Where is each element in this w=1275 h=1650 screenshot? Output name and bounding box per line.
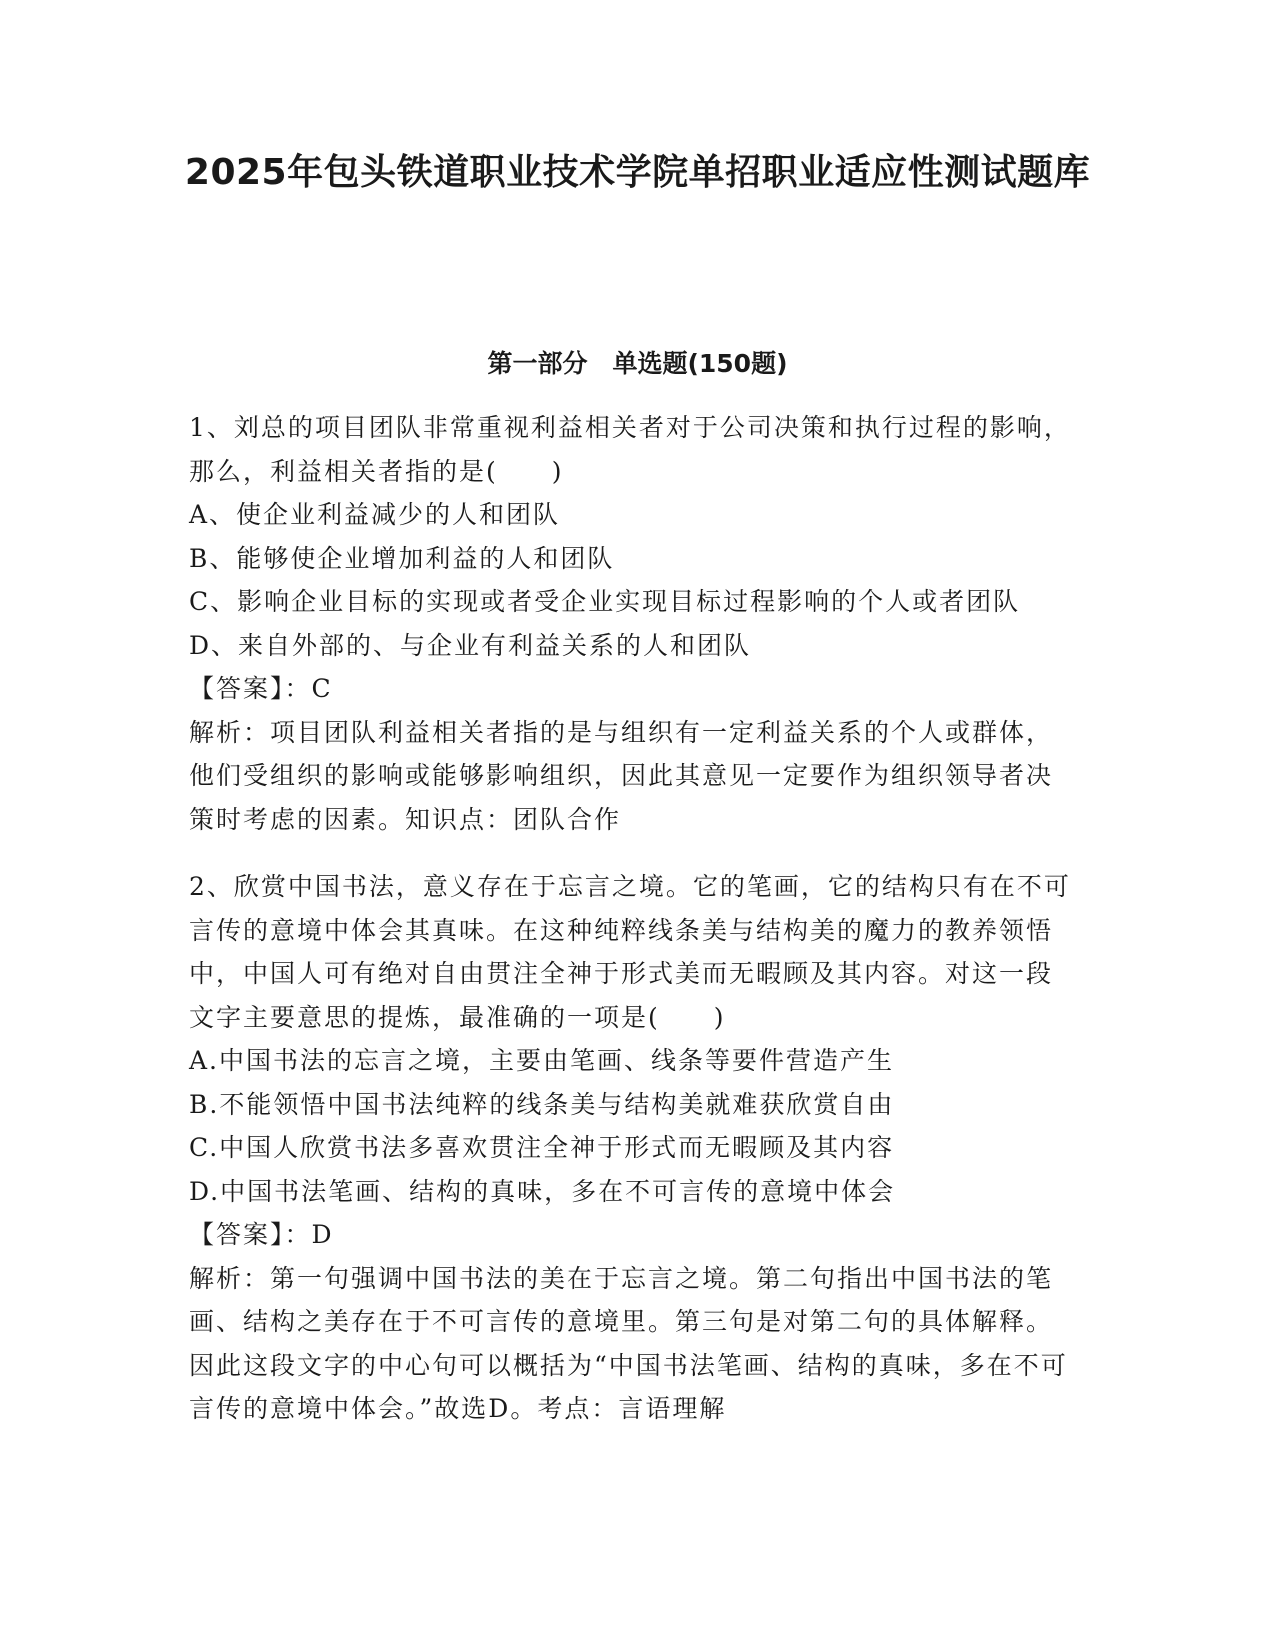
section-heading: 第一部分 单选题(150题)	[487, 349, 788, 378]
option-c: C.中国人欣赏书法多喜欢贯注全神于形式而无暇顾及其内容	[189, 1133, 895, 1162]
question-block-1	[189, 406, 1079, 841]
option-d: D、来自外部的、与企业有利益关系的人和团队	[189, 630, 752, 660]
answer-line: 【答案】：D	[189, 1220, 334, 1249]
option-b: B、能够使企业增加利益的人和团队	[189, 543, 615, 573]
option-d: D.中国书法笔画、结构的真味，多在不可言传的意境中体会	[189, 1176, 896, 1206]
question-block-2	[189, 865, 1079, 1431]
question-stem: 2、欣赏中国书法，意义存在于忘言之境。它的笔画，它的结构只有在不可言传的意境中体会其真味。在这种纯粹线条美与结构美的魔力的教养领悟中，中国人可有绝对自由贯注全神于形式美而无暇顾及其内容。对这一段文字主要意思的提炼，最准确的一项是( )	[189, 872, 1071, 1032]
question-stem: 1、刘总的项目团队非常重视利益相关者对于公司决策和执行过程的影响，那么，利益相关者指的是( )	[189, 413, 1071, 486]
option-a: A.中国书法的忘言之境，主要由笔画、线条等要件营造产生	[189, 1046, 895, 1075]
option-b: B.不能领悟中国书法纯粹的线条美与结构美就难获欣赏自由	[189, 1089, 895, 1119]
document-title: 2025年包头铁道职业技术学院单招职业适应性测试题库	[184, 152, 1091, 193]
explanation-text: 解析：项目团队利益相关者指的是与组织有一定利益关系的个人或群体，他们受组织的影响或能够影响组织，因此其意见一定要作为组织领导者决策时考虑的因素。知识点：团队合作	[189, 717, 1054, 834]
option-a: A、使企业利益减少的人和团队	[189, 500, 561, 529]
answer-line: 【答案】：C	[189, 674, 333, 703]
option-c: C、影响企业目标的实现或者受企业实现目标过程影响的个人或者团队	[189, 587, 1021, 616]
explanation-text: 解析：第一句强调中国书法的美在于忘言之境。第二句指出中国书法的笔画、结构之美存在于不可言传的意境里。第三句是对第二句的具体解释。因此这段文字的中心句可以概括为“中国书法笔画、结构的真味，多在不可言传的意境中体会。”故选D。考点：言语理解	[189, 1263, 1068, 1423]
